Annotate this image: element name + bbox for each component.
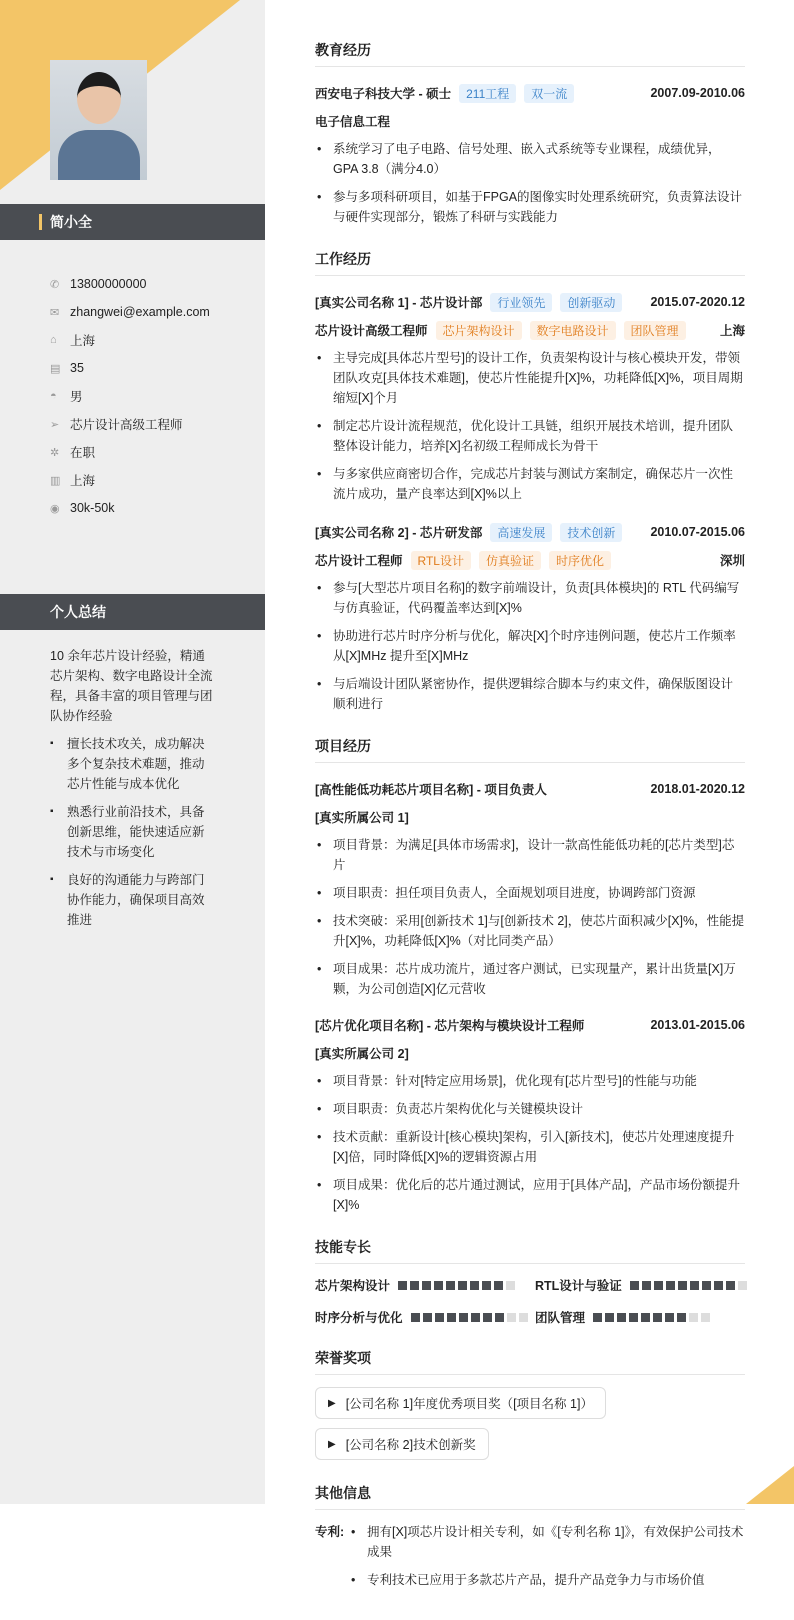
section-title: 其他信息 <box>315 1483 745 1510</box>
skill-level-dot <box>653 1313 662 1322</box>
role-line <box>315 546 745 574</box>
award-label: [公司名称 1]年度优秀项目奖（[项目名称 1]） <box>345 1397 593 1411</box>
role-line <box>315 316 745 344</box>
summary-title: 个人总结 <box>50 604 106 620</box>
project-header <box>315 1011 745 1039</box>
bullet: • 与多家供应商密切合作，完成芯片封装与测试方案制定，确保芯片一次性流片成功，量产良率达到[X]%以上 <box>315 464 745 504</box>
skill-level-dot <box>435 1313 444 1322</box>
bullet: • 项目成果：优化后的芯片通过测试，应用于[具体产品]，产品市场份额提升[X]% <box>315 1175 745 1215</box>
job-header <box>315 288 745 316</box>
project-name: [高性能低功耗芯片项目名称] - 项目负责人 <box>315 783 547 797</box>
city: 深圳 <box>719 554 745 568</box>
skill-level-bar <box>411 1313 528 1322</box>
home-icon: ⌂ <box>50 334 57 346</box>
skill-level-dot <box>434 1281 443 1290</box>
skill-level-dot <box>495 1313 504 1322</box>
phone-icon: ✆ <box>50 278 60 291</box>
skill-tag: RTL设计 <box>411 551 471 570</box>
skill-level-bar <box>593 1313 710 1322</box>
expand-triangle-icon: ▶ <box>328 1438 336 1450</box>
decor-triangle <box>746 1466 794 1504</box>
skill-name: RTL设计与验证 <box>535 1279 622 1293</box>
patent-label: 专利: <box>315 1525 345 1539</box>
bullets <box>315 348 745 504</box>
bullets <box>315 578 745 714</box>
bullet: • 项目背景：为满足[具体市场需求]，设计一款高性能低功耗的[芯片类型]芯片 <box>315 835 745 875</box>
skill-level-dot <box>701 1313 710 1322</box>
summary-point: ▪ 擅长技术攻关，成功解决多个复杂技术难题，推动芯片性能与成本优化 <box>50 734 215 794</box>
skill-level-dot <box>470 1281 479 1290</box>
bullet: • 系统学习了电子电路、信号处理、嵌入式系统等专业课程，成绩优异，GPA 3.8（满分4.0） <box>315 139 745 179</box>
bullet: • 项目成果：芯片成功流片，通过客户测试，已实现量产，累计出货量[X]万颗，为公司创造[X]亿元营收 <box>315 959 745 999</box>
section-title: 荣誉奖项 <box>315 1348 745 1375</box>
tag: 行业领先 <box>490 293 552 312</box>
skill-level-dot <box>593 1313 602 1322</box>
avatar <box>50 60 147 180</box>
work-section <box>315 249 745 714</box>
bullet: • 专利技术已应用于多款芯片产品，提升产品竞争力与市场价值 <box>349 1570 745 1590</box>
main-content <box>315 40 745 1620</box>
bullet: • 拥有[X]项芯片设计相关专利，如《[专利名称 1]》，有效保护公司技术成果 <box>349 1522 745 1562</box>
skill-level-dot <box>641 1313 650 1322</box>
skill-level-dot <box>422 1281 431 1290</box>
project-name: [芯片优化项目名称] - 芯片架构与模块设计工程师 <box>315 1019 585 1033</box>
gender-icon: ◓ <box>50 390 57 402</box>
bullet: • 项目背景：针对[特定应用场景]，优化现有[芯片型号]的性能与功能 <box>315 1071 745 1091</box>
bullet: • 制定芯片设计流程规范，优化设计工具链，组织开展技术培训，提升团队整体设计能力，培养[X]名初级工程师成长为骨干 <box>315 416 745 456</box>
skill-level-dot <box>605 1313 614 1322</box>
project-company <box>315 803 745 831</box>
skill-level-dot <box>410 1281 419 1290</box>
role: 芯片设计高级工程师 <box>315 324 428 338</box>
job-entry <box>315 288 745 504</box>
skill-level-dot <box>447 1313 456 1322</box>
bullet: • 主导完成[具体芯片型号]的设计工作，负责架构设计与核心模块开发，带领团队攻克[具体技术难题]，使芯片性能提升[X]%，功耗降低[X]%，项目周期缩短[X]个月 <box>315 348 745 408</box>
skill-level-dot <box>666 1281 675 1290</box>
bullets <box>315 835 745 999</box>
skill-level-dot <box>617 1313 626 1322</box>
skill-item <box>315 1276 535 1294</box>
city: 上海 <box>719 324 745 338</box>
bullet: • 技术贡献：重新设计[核心模块]架构，引入[新技术]，使芯片处理速度提升[X]倍，同时降低[X]%的逻辑资源占用 <box>315 1127 745 1167</box>
job-header <box>315 518 745 546</box>
date: 2013.01-2015.06 <box>650 1018 745 1032</box>
skill-level-dot <box>690 1281 699 1290</box>
tag: 211工程 <box>459 84 516 103</box>
skill-level-dot <box>471 1313 480 1322</box>
skill-level-dot <box>494 1281 503 1290</box>
project-entry <box>315 1011 745 1215</box>
skill-level-dot <box>629 1313 638 1322</box>
projects-section <box>315 736 745 1215</box>
phone: 13800000000 <box>70 277 147 291</box>
bullets <box>315 1071 745 1215</box>
skill-tag: 芯片架构设计 <box>436 321 522 340</box>
company: [真实所属公司 2] <box>315 1047 409 1061</box>
job-status: 在职 <box>70 446 96 460</box>
section-title: 工作经历 <box>315 249 745 276</box>
expand-triangle-icon: ▶ <box>328 1397 336 1409</box>
gender: 男 <box>70 390 83 404</box>
tag: 双一流 <box>524 84 574 103</box>
building-icon: ▥ <box>50 474 61 487</box>
skill-name: 时序分析与优化 <box>315 1311 403 1325</box>
skill-level-dot <box>423 1313 432 1322</box>
company: [真实公司名称 2] - 芯片研发部 <box>315 526 483 540</box>
skill-level-dot <box>738 1281 747 1290</box>
skill-level-dot <box>458 1281 467 1290</box>
date: 2007.09-2010.06 <box>650 86 745 100</box>
skill-level-dot <box>702 1281 711 1290</box>
location: 上海 <box>70 334 96 348</box>
company: [真实公司名称 1] - 芯片设计部 <box>315 296 483 310</box>
major: 电子信息工程 <box>315 115 391 129</box>
skill-level-dot <box>630 1281 639 1290</box>
project-header <box>315 775 745 803</box>
bullet: • 技术突破：采用[创新技术 1]与[创新技术 2]，使芯片面积减少[X]%，性能提升[X]%，功耗降低[X]%（对比同类产品） <box>315 911 745 951</box>
name: 简小全 <box>50 214 92 230</box>
skill-tag: 数字电路设计 <box>530 321 616 340</box>
skill-level-dot <box>507 1313 516 1322</box>
job-entry <box>315 518 745 714</box>
skill-item <box>315 1308 535 1326</box>
date: 2010.07-2015.06 <box>650 525 745 539</box>
skill-tag: 仿真验证 <box>479 551 541 570</box>
email: zhangwei@example.com <box>70 305 210 319</box>
skill-level-dot <box>726 1281 735 1290</box>
bullet: • 与后端设计团队紧密协作，提供逻辑综合脚本与约束文件，确保版图设计顺利进行 <box>315 674 745 714</box>
tag: 技术创新 <box>560 523 622 542</box>
bullet: • 参与多项科研项目，如基于FPGA的图像实时处理系统研究，负责算法设计与硬件实现部分，锻炼了科研与实践能力 <box>315 187 745 227</box>
award-label: [公司名称 2]技术创新奖 <box>345 1438 476 1452</box>
skill-level-dot <box>665 1313 674 1322</box>
summary-point: ▪ 良好的沟通能力与跨部门协作能力，确保项目高效推进 <box>50 870 215 930</box>
skill-level-dot <box>519 1313 528 1322</box>
skill-level-bar <box>398 1281 515 1290</box>
skills-section <box>315 1237 745 1326</box>
bullet: • 项目职责：负责芯片架构优化与关键模块设计 <box>315 1099 745 1119</box>
skill-level-dot <box>482 1281 491 1290</box>
section-title: 项目经历 <box>315 736 745 763</box>
summary-header <box>0 594 265 630</box>
skill-item <box>535 1308 750 1326</box>
skill-level-dot <box>678 1281 687 1290</box>
name-header <box>0 204 265 240</box>
education-section <box>315 40 745 227</box>
contact-info <box>50 270 210 522</box>
bullet: • 项目职责：担任项目负责人，全面规划项目进度，协调跨部门资源 <box>315 883 745 903</box>
age: 35 <box>70 361 84 375</box>
skill-name: 芯片架构设计 <box>315 1279 391 1293</box>
project-company <box>315 1039 745 1067</box>
summary-point: ▪ 熟悉行业前沿技术，具备创新思维，能快速适应新技术与市场变化 <box>50 802 215 862</box>
sidebar <box>0 0 265 1504</box>
company: [真实所属公司 1] <box>315 811 409 825</box>
skill-level-dot <box>506 1281 515 1290</box>
tag: 创新驱动 <box>560 293 622 312</box>
skill-level-dot <box>689 1313 698 1322</box>
skill-level-dot <box>459 1313 468 1322</box>
section-title: 技能专长 <box>315 1237 745 1264</box>
salary: 30k-50k <box>70 501 115 515</box>
skill-tag: 时序优化 <box>549 551 611 570</box>
skill-level-dot <box>411 1313 420 1322</box>
role: 芯片设计工程师 <box>315 554 403 568</box>
school: 西安电子科技大学 - 硕士 <box>315 87 452 101</box>
skill-level-bar <box>630 1281 747 1290</box>
target-city: 上海 <box>70 474 96 488</box>
award-item[interactable] <box>315 1428 489 1460</box>
summary <box>50 646 215 938</box>
tag: 高速发展 <box>490 523 552 542</box>
send-icon: ➢ <box>50 418 60 431</box>
mail-icon: ✉ <box>50 306 60 319</box>
award-item[interactable] <box>315 1387 606 1419</box>
skill-item <box>535 1276 750 1294</box>
date: 2018.01-2020.12 <box>650 782 745 796</box>
project-entry <box>315 775 745 999</box>
skill-level-dot <box>642 1281 651 1290</box>
bullet: • 协助进行芯片时序分析与优化，解决[X]个时序违例问题，使芯片工作频率从[X]MHz 提升至[X]MHz <box>315 626 745 666</box>
job-title: 芯片设计高级工程师 <box>70 418 183 432</box>
skill-level-dot <box>446 1281 455 1290</box>
age-icon: ▤ <box>50 362 61 375</box>
summary-intro: 10 余年芯片设计经验，精通芯片架构、数字电路设计全流程，具备丰富的项目管理与团队协作经验 <box>50 649 213 723</box>
date: 2015.07-2020.12 <box>650 295 745 309</box>
skill-level-dot <box>398 1281 407 1290</box>
other-section <box>315 1483 745 1598</box>
skill-level-dot <box>677 1313 686 1322</box>
bullet: • 参与[大型芯片项目名称]的数字前端设计，负责[具体模块]的 RTL 代码编写与仿真验证，代码覆盖率达到[X]% <box>315 578 745 618</box>
status-icon: ✲ <box>50 446 60 459</box>
skill-level-dot <box>483 1313 492 1322</box>
skill-name: 团队管理 <box>535 1311 586 1325</box>
skill-level-dot <box>714 1281 723 1290</box>
awards-section <box>315 1348 745 1469</box>
salary-icon: ◉ <box>50 502 60 515</box>
skill-level-dot <box>654 1281 663 1290</box>
skill-tag: 团队管理 <box>624 321 686 340</box>
section-title: 教育经历 <box>315 40 745 67</box>
